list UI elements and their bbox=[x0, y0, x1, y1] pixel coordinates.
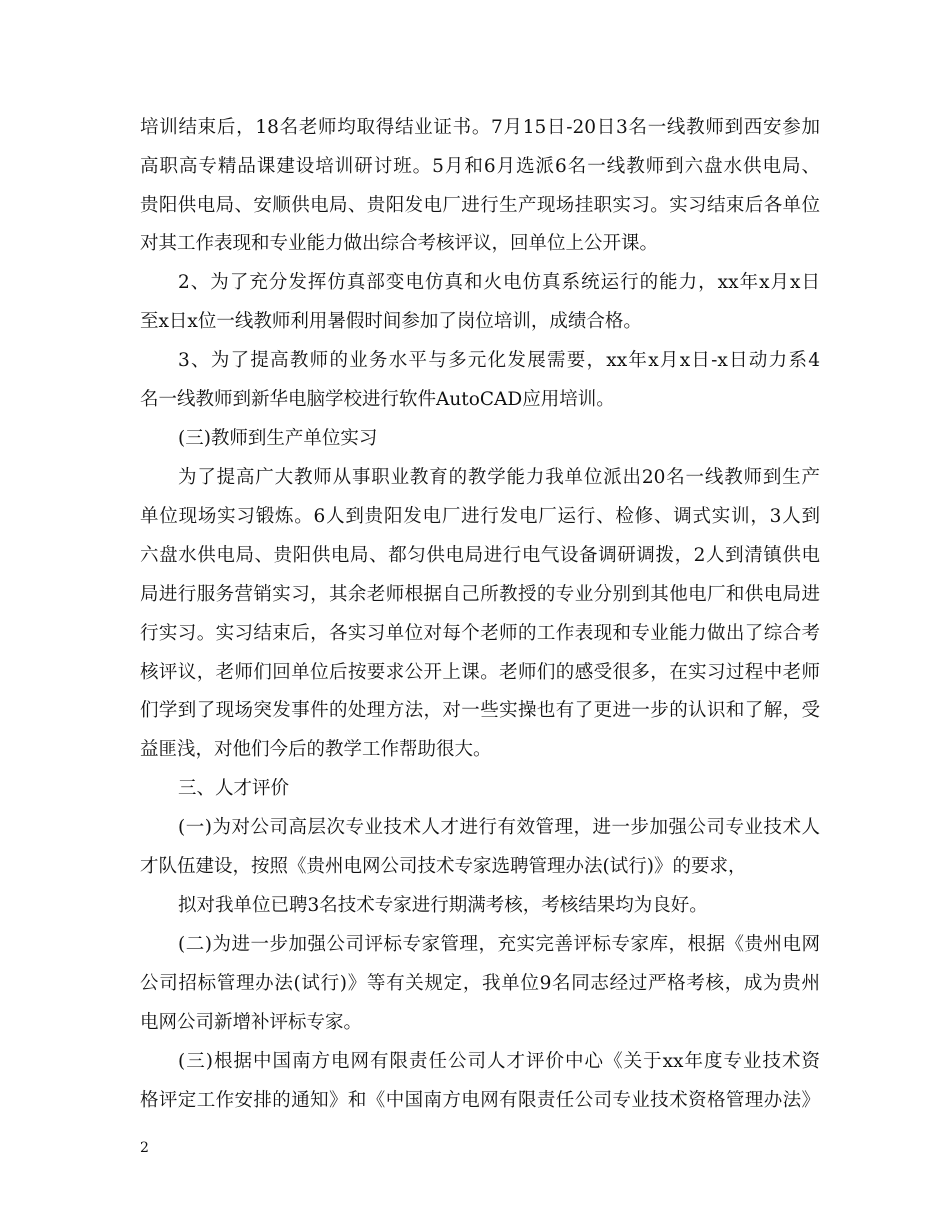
paragraph-line: 至x日x位一线教师利用暑假时间参加了岗位培训，成绩合格。 bbox=[140, 311, 642, 332]
paragraph-line: 行实习。实习结束后，各实习单位对每个老师的工作表现和专业能力做出了综合考 bbox=[140, 623, 820, 644]
paragraph-line: 贵阳供电局、安顺供电局、贵阳发电厂进行生产现场挂职实习。实习结束后各单位 bbox=[140, 195, 820, 216]
section-heading: 三、人才评价 bbox=[178, 778, 290, 799]
paragraph-line: (三)根据中国南方电网有限责任公司人才评价中心《关于xx年度专业技术资 bbox=[178, 1051, 820, 1072]
page-number: 2 bbox=[140, 1140, 149, 1156]
paragraph-line: 电网公司新增补评标专家。 bbox=[140, 1012, 363, 1033]
paragraph-line: 3、为了提高教师的业务水平与多元化发展需要，xx年x月x日-x日动力系4 bbox=[178, 350, 820, 371]
paragraph-line: 对其工作表现和专业能力做出综合考核评议，回单位上公开课。 bbox=[140, 233, 659, 254]
paragraph-line: 才队伍建设，按照《贵州电网公司技术专家选聘管理办法(试行)》的要求， bbox=[140, 856, 747, 877]
paragraph-line: 益匪浅，对他们今后的教学工作帮助很大。 bbox=[140, 739, 492, 760]
paragraph-line: 单位现场实习锻炼。6人到贵阳发电厂进行发电厂运行、检修、调式实训，3人到 bbox=[140, 506, 820, 527]
paragraph-line: 公司招标管理办法(试行)》等有关规定，我单位9名同志经过严格考核，成为贵州 bbox=[140, 973, 820, 994]
paragraph-line: 局进行服务营销实习，其余老师根据自己所教授的专业分别到其他电厂和供电局进 bbox=[140, 584, 820, 605]
paragraph-line: 六盘水供电局、贵阳供电局、都匀供电局进行电气设备调研调拨，2人到清镇供电 bbox=[140, 545, 820, 566]
paragraph-line: 培训结束后，18名老师均取得结业证书。7月15日-20日3名一线教师到西安参加 bbox=[140, 117, 820, 138]
paragraph-line: 名一线教师到新华电脑学校进行软件AutoCAD应用培训。 bbox=[140, 389, 615, 410]
paragraph-line: 格评定工作安排的通知》和《中国南方电网有限责任公司专业技术资格管理办法》 bbox=[140, 1090, 820, 1111]
paragraph-line: 高职高专精品课建设培训研讨班。5月和6月选派6名一线教师到六盘水供电局、 bbox=[140, 156, 820, 177]
paragraph-line: 为了提高广大教师从事职业教育的教学能力我单位派出20名一线教师到生产 bbox=[178, 467, 820, 488]
paragraph-line: 们学到了现场突发事件的处理方法，对一些实操也有了更进一步的认识和了解，受 bbox=[140, 700, 820, 721]
paragraph-line: 2、为了充分发挥仿真部变电仿真和火电仿真系统运行的能力，xx年x月x日 bbox=[178, 272, 820, 293]
paragraph-line: 拟对我单位已聘3名技术专家进行期满考核，考核结果均为良好。 bbox=[178, 895, 708, 916]
section-heading: (三)教师到生产单位实习 bbox=[178, 428, 378, 449]
paragraph-line: 核评议，老师们回单位后按要求公开上课。老师们的感受很多，在实习过程中老师 bbox=[140, 662, 820, 683]
paragraph-line: (二)为进一步加强公司评标专家管理，充实完善评标专家库，根据《贵州电网 bbox=[178, 934, 820, 955]
paragraph-line: (一)为对公司高层次专业技术人才进行有效管理，进一步加强公司专业技术人 bbox=[178, 817, 820, 838]
